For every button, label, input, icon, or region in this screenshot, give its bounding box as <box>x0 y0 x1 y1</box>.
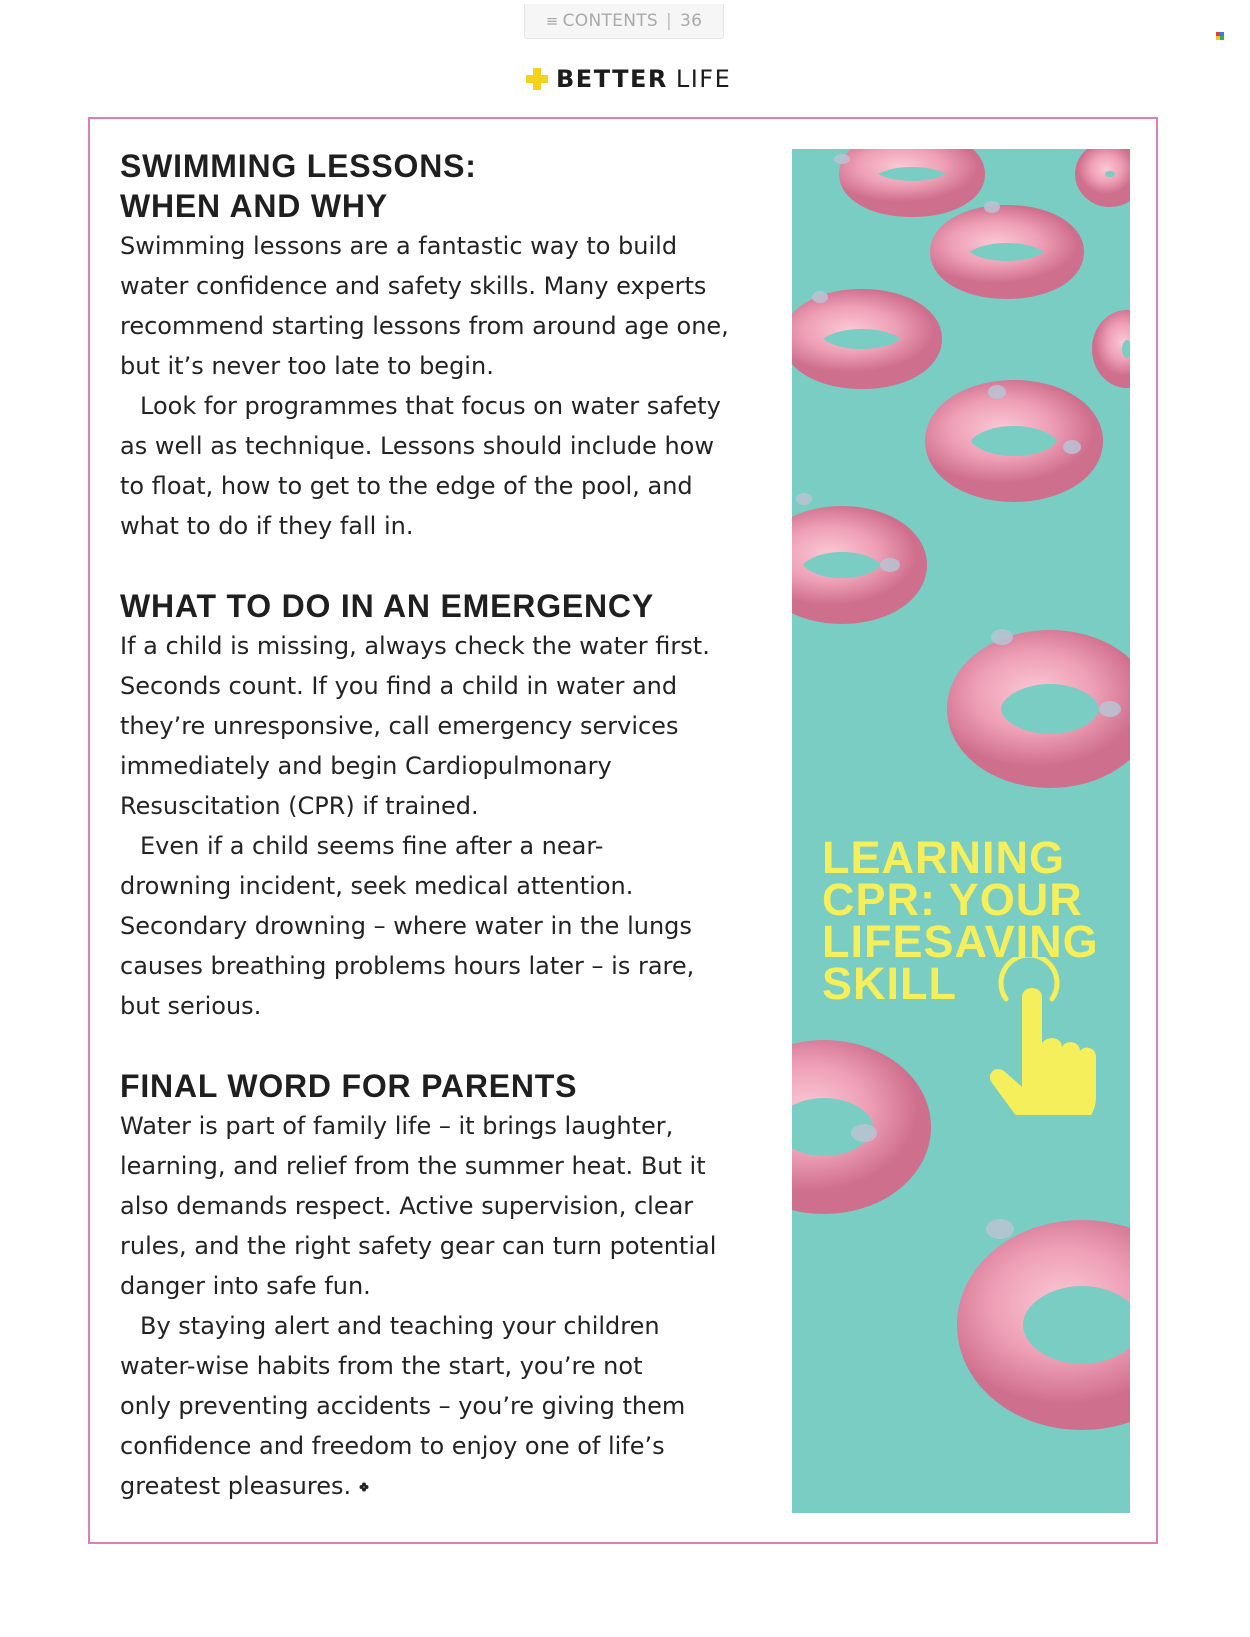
plus-icon <box>526 68 548 90</box>
swim-rings-illustration <box>792 149 1130 1513</box>
swim-ring <box>948 403 1080 479</box>
promo-headline[interactable]: LEARNING CPR: YOUR LIFESAVING SKILL <box>822 832 1099 1009</box>
paragraph: Look for programmes that focus on water safety as well as technique. Lessons should include how to float, how to get to the edge of the pool, and what to do if they fall in. <box>120 392 721 540</box>
swim-ring <box>802 309 922 369</box>
paragraph: If a child is missing, always check the water first. Seconds count. If you find a child in water and they’re unresponsive, call emergency services immediately and begin Cardiopulmonary Resuscitation (CPR) if trained. <box>120 632 710 820</box>
contents-label: CONTENTS <box>562 11 658 31</box>
swim-ring <box>857 149 967 199</box>
tap-hand-icon[interactable] <box>990 957 1112 1115</box>
end-mark-icon <box>359 1482 369 1492</box>
paragraph: Water is part of family life – it brings laughter, learning, and relief from the summer heat. But it also demands respect. Active supervision, clear rules, and the right safety gear can turn potential danger into safe fun. <box>120 1112 717 1300</box>
paragraph: Swimming lessons are a fantastic way to build water confidence and safety skills. Many experts recommend starting lessons from around age one, but it’s never too late to begin. <box>120 232 729 380</box>
section-heading: SWIMMING LESSONS: WHEN AND WHY <box>120 148 477 224</box>
page-number: 36 <box>680 11 703 31</box>
section-name-bold: BETTER <box>556 65 668 93</box>
swim-ring <box>792 1069 902 1185</box>
article-body <box>120 146 760 1506</box>
section-label <box>526 64 731 94</box>
article-section <box>120 146 760 546</box>
section-name-light: LIFE <box>675 65 732 93</box>
promo-sidebar[interactable] <box>792 149 1130 1513</box>
menu-icon: ≡ <box>545 12 559 30</box>
section-heading: FINAL WORD FOR PARENTS <box>120 1068 578 1104</box>
swim-ring <box>1107 325 1130 373</box>
nav-divider: | <box>666 11 673 31</box>
swim-ring <box>949 224 1065 280</box>
paragraph: Even if a child seems fine after a near- drowning incident, seek medical attention. Secondary drowning – where water in the lungs causes breathing problems hours later – is rare, but serious. <box>120 832 695 1020</box>
paragraph: By staying alert and teaching your children water-wise habits from the start, you’re not only preventing accidents – you’re giving them confidence and freedom to enjoy one of life’s greatest pleasures. <box>120 1312 686 1500</box>
contents-nav-button[interactable] <box>524 4 724 39</box>
article-section <box>120 1066 760 1506</box>
section-heading: WHAT TO DO IN AN EMERGENCY <box>120 588 654 624</box>
swim-ring <box>990 1253 1130 1397</box>
article-section <box>120 586 760 1026</box>
corner-colour-mark <box>1216 32 1224 40</box>
swim-ring <box>1090 156 1130 192</box>
